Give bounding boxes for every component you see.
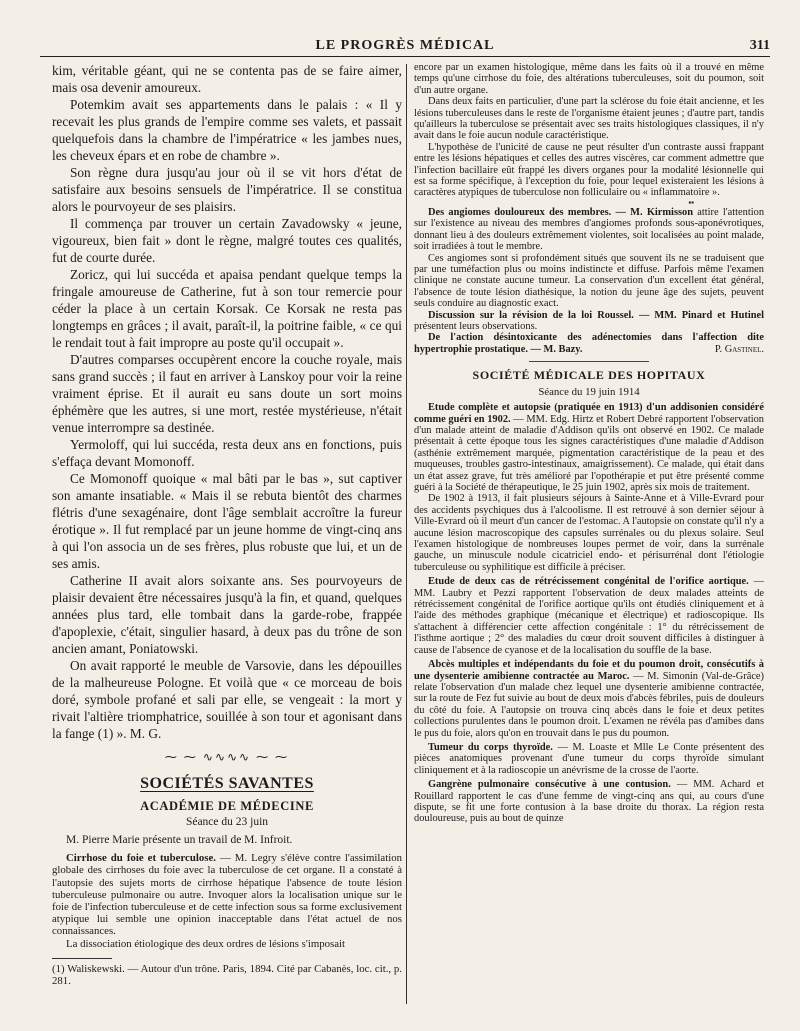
academy-seance: Séance du 23 juin [185, 816, 269, 828]
hopitaux-seance: Séance du 19 juin 1914 [538, 386, 640, 399]
paragraph: De 1902 à 1913, il fait plusieurs séjours à Sainte-Anne et à Ville-Evrard pour des accidents psychiques dus à l'alcoolisme. Il est retrouvé à son dernier séjour à Ville-Evrard où il meurt d'un cancer de l'estomac. A l'autopsie on constate qu'il n'y a aucune lésion macroscopique des capsules surrénales ou du plexus solaire. Seul l'examen histologique de nombreuses loupes permet de voir, dans la surrénale gauche, un minuscule nodule cicatriciel endo- et périsurrénal dont l'étiologie tuberculeuse ou syphilitique est difficile à préciser. [414, 493, 764, 573]
etude-paragraph: Etude complète et autopsie (pratiquée en 1913) d'un addisonien considéré comme guéri en 1902. — MM. Edg. Hirtz et Robert Debré rapportent l'observation d'un malade atteint de maladie d'Addison qu'ils ont observé en 1902. Ce malade présentait à cette époque tous les signes caractéristiques d'une maladie d'Addison (asthénie extrêmement marquée, pigmentation caractéristique de la peau et des muqueuses, troubles gastro-intestinaux, amaigrissement). Ce malade, qui était dans un état assez grave, fut très amélioré par l'opothérapie et put être présenté comme guéri à la Société de thérapeutique, le 25 juin 1902, après six mois de traitement. [414, 402, 764, 493]
paragraph: L'hypothèse de l'unicité de cause ne peut résulter d'un contraste aussi frappant entre les lésions hépatiques et celles des autres viscères, car comment admettre que l'infection bacillaire eût frappé les divers organes pour la modalité lésionnelle qui est sa forme spécifique, à l'exception du foie, pour lequel existeraient les lésions à caractères atypiques de tuberculose non folliculaire ou « inflammatoire ». [414, 141, 764, 199]
right-column [414, 62, 764, 825]
paragraph: Il commença par trouver un certain Zavadowsky « jeune, vigoureux, bien fait » dont le règne, malgré toutes ces qualités, fut de courte durée. [52, 216, 402, 265]
cirrhose-paragraph-2: La dissociation étiologique des deux ordres de lésions s'imposait [66, 937, 346, 950]
section-title: SOCIÉTÉS SAVANTES [140, 775, 314, 792]
academy-title: ACADÉMIE DE MÉDECINE [140, 799, 314, 813]
page-header [40, 34, 770, 56]
gangrene-paragraph: Gangrène pulmonaire consécutive à une contusion. — MM. Achard et Rouillard rapportent le cas d'une femme de vingt-cinq ans qui, au cours d'une dispute, se fit une forte contusion à la base droite du thorax. La région resta douloureuse, puis au bout de quinze [414, 779, 764, 825]
left-column [52, 62, 402, 988]
paragraph: Yermoloff, qui lui succéda, resta deux ans en fonctions, puis s'effaça devant Momonoff. [52, 437, 402, 469]
header-rule [40, 56, 770, 57]
page-number: 311 [749, 38, 770, 53]
paragraph: Ces angiomes sont si profondément situés que souvent ils ne se traduisent que par une tuméfaction plus ou moins indistincte et diffuse. Parfois même l'examen clinique ne constate aucune tumeur. La conservation d'un excellent état général, l'absence de toute lésion diathésique, la notion du jeune âge des sujets, peuvent seuls conduire au diagnostic exact. [414, 252, 764, 310]
discussion-paragraph: Discussion sur la révision de la loi Roussel. — MM. Pinard et Hutinel présentent leurs observations. [414, 309, 764, 332]
paragraph: Catherine II avait alors soixante ans. Ses pourvoyeurs de plaisir devaient être nécessaires jusqu'à la fin, et quand, quelques années plus tard, elle tombait dans la garde-robe, frappée d'apoplexie, c'était, singulier hasard, à deux pas du trône de son ancien amant, Poniatowski. [52, 573, 402, 656]
etude-heading: Etude complète et autopsie (pratiquée en 1913) d'un addisonien considéré comme guéri en 1902. [414, 402, 764, 425]
cirrhose-heading: Cirrhose du foie et tuberculose. [66, 852, 216, 865]
paragraph: Son règne dura jusqu'au jour où il se vit hors d'état de satisfaire aux besoins sensuels de l'impératrice. Il se constitua alors le pourvoyeur de ses plaisirs. [52, 165, 402, 214]
paragraph: Zoricz, qui lui succéda et apaisa pendant quelque temps la fringale amoureuse de Catherine, fut à son tour remercie pour céder la place à un certain Korsak. Ce Korsak ne resta pas longtemps en grâces ; il avait, paraît-il, la poitrine faible, « ce qui le rendait tout à fait impropre au poste qu'il occupait ». [52, 267, 402, 350]
action-heading: De l'action désintoxicante des adénectomies dans l'affection dite hypertrophie prostatique. — M. Bazy. [414, 332, 764, 355]
retrec-paragraph: Etude de deux cas de rétrécissement congénital de l'orifice aortique. — MM. Laubry et Pezzi rapportent l'observation de deux malades atteints de rétrécissement congénital de l'orifice aortique qu'ils ont étudiés cliniquement et à l'aide des méthodes graphique (mécanique et électrique) et radioscopique. Ils s'attachent à différencier cette affection congénitale : 1° du rétrécissement de l'isthme aortique ; 2° des maladies du cœur droit souvent difficiles à distinguer à cause de l'absence de cyanose et de la localisation du souffle de la base. [414, 576, 764, 656]
hopitaux-title: SOCIÉTÉ MÉDICALE DES HOPITAUX [472, 368, 706, 383]
marie-line: M. Pierre Marie présente un travail de M. Infroit. [66, 834, 293, 846]
abces-heading: Abcès multiples et indépendants du foie et du poumon droit, consécutifs à une dysenterie amibienne contractée au Maroc. [414, 659, 764, 682]
tumeur-heading: Tumeur du corps thyroïde. [428, 741, 553, 753]
gangrene-heading: Gangrène pulmonaire consécutive à une contusion. [428, 779, 671, 791]
separator-mark: ▪▪ [688, 197, 694, 207]
paragraph: Potemkim avait ses appartements dans le palais : « Il y recevait les plus grands de l'empire comme ses valets, et passait quelquefois dans la chambre de l'impératrice « les jambes nues, les cheveux épars et en robe de chambre ». [52, 97, 402, 163]
signature: P. Gastinel. [714, 343, 764, 355]
paragraph: Dans deux faits en particulier, d'une part la sclérose du foie était ancienne, et les lésions tuberculeuses dans le reste de l'organisme étaient jeunes ; d'autre part, tandis qu'ailleurs la tuberculose se présentait avec ses traits histologiques classiques, il n'y avait dans le foie aucun nodule caractéristique. [414, 96, 764, 142]
abces-paragraph: Abcès multiples et indépendants du foie et du poumon droit, consécutifs à une dysenterie amibienne contractée au Maroc. — M. Simonin (Val-de-Grâce) relate l'observation d'un malade chez lequel une dysenterie amibienne contractée, sur la route de Fez fut suivie au bout de deux mois d'abcès fébriles, puis de douleurs du côté du foie. A l'autopsie on trouva cinq abcès dans le foie et deux petites collections purulentes dans le poumon droit. L'examen ne révéla pas d'amibes dans le pus du foie, alors qu'on en trouvait dans le pus du poumon. [414, 659, 764, 739]
paragraph: kim, véritable géant, qui ne se contenta pas de se faire aimer, mais osa devenir amoureux. [52, 63, 402, 95]
angiomes-paragraph: Des angiomes douloureux des membres. — M. Kirmisson attire l'attention sur l'existence au niveau des membres d'angiomes profonds sous-aponévrotiques, donnant lieu à des douleurs extrêmement violentes, soit localisées au point malade, soit irradiées à tout le membre. [414, 206, 764, 253]
footnote-rule [52, 958, 112, 959]
column-divider [406, 64, 407, 1004]
cirrhose-paragraph: Cirrhose du foie et tuberculose. — M. Legry s'élève contre l'assimilation globale des cirrhoses du foie avec la tuberculose de cet organe. Il a constaté à l'autopsie des sujets morts de cirrhose hépatique l'absence de toute lésion tuberculeuse pulmonaire ou autre. Invoquer alors la localisation unique sur le foie de l'infection tuberculeuse et de cette infection sous sa forme exclusivement atypique lui semble une opinion inacceptable dans l'état actuel de nos connaissances. [52, 852, 402, 938]
discussion-heading: Discussion sur la révision de la loi Roussel. — MM. Pinard et Hutinel [428, 309, 764, 321]
retrec-heading: Etude de deux cas de rétrécissement congénital de l'orifice aortique. [428, 576, 749, 588]
section-rule [529, 361, 649, 362]
paragraph: On avait rapporté le meuble de Varsovie, dans les dépouilles de la malheureuse Pologne. Et voilà que « ce morceau de bois doré, symbole profané et sali par elle, se vengeait : la mort y rivait l'altière triomphatrice, souillée à son tour et agonisant dans la fange (1) ». M. G. [52, 658, 402, 741]
footnote: (1) Waliskewski. — Autour d'un trône. Paris, 1894. Cité par Cabanès, loc. cit., p. 281. [52, 962, 402, 988]
ornament-divider: ⁓ ⁓ ∿∿∿∿ ⁓ ⁓ [164, 750, 290, 764]
journal-title: LE PROGRÈS MÉDICAL [315, 38, 495, 53]
paragraph: D'autres comparses occupèrent encore la couche royale, mais sans grand succès ; il faut en arriver à Lanskoy pour voir la reine vraiment éprise. Et il aurait eu sans doute un sort moins éphémère que les autres, si une mort, restée mystérieuse, n'était venue interrompre sa destinée. [52, 352, 402, 435]
paragraph: encore par un examen histologique, même dans les faits où il a trouvé en même temps qu'une cirrhose du foie, des altérations tuberculeuses, soit du poumon, soit d'un autre organe. [414, 62, 764, 96]
angiomes-heading: Des angiomes douloureux des membres. — M. Kirmisson [428, 206, 694, 218]
action-paragraph [414, 332, 764, 355]
paragraph: Ce Momonoff quoique « mal bâti par le bas », sut captiver son amante insatiable. « Mais il se rebuta bientôt des charmes flétris d'une sexagénaire, dont l'âge semblait accroître la fureur érotique ». Il fut remplacé par un jeune homme de vingt-cinq ans à qui l'on associa un de ses frères, plus robuste que lui, et un de ses amis. [52, 471, 402, 571]
tumeur-paragraph: Tumeur du corps thyroïde. — M. Loaste et Mlle Le Conte présentent des pièces anatomiques provenant d'une tumeur du corps thyroïde simulant cliniquement et à la radioscopie un anévrisme de la crosse de l'aorte. [414, 741, 764, 776]
